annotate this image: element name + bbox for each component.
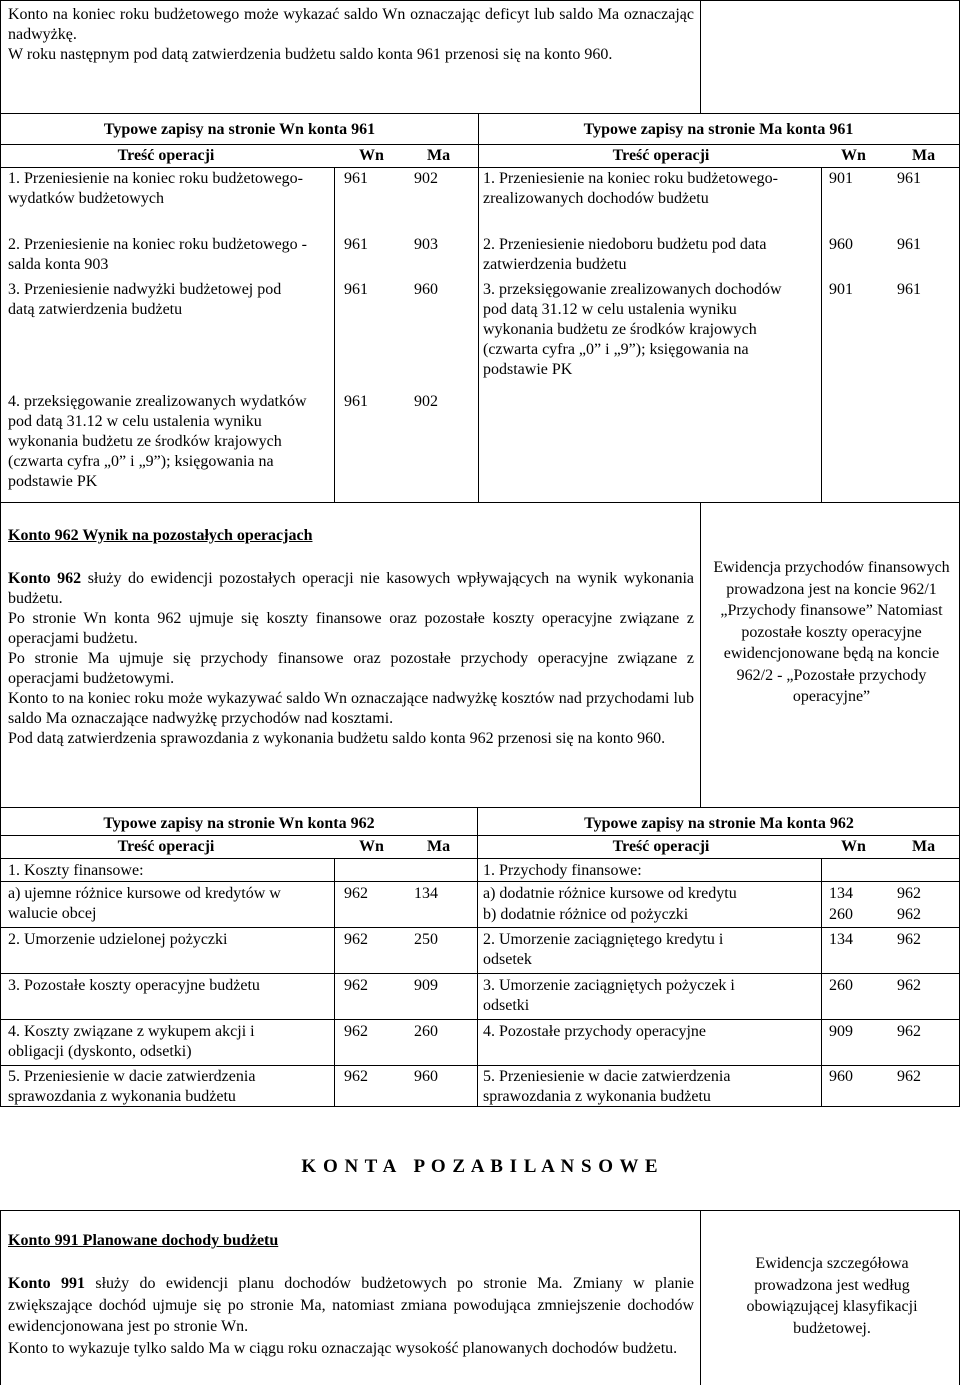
left-row-4-ma: 902 [414,393,438,410]
ma962-row-4-wn: 909 [829,1023,853,1040]
wn962-row-3: 3. Pozostałe koszty operacyjne budżetu [8,977,260,994]
wn962-row-5-wn: 962 [344,1068,368,1085]
left-row-2: 2. Przeniesienie na koniec roku budżetowego - salda konta 903 [8,236,308,273]
ma962-row-2-ma: 962 [897,931,921,948]
ma962-row-2-wn: 134 [829,931,853,948]
konto-962-p4: Konto to na koniec roku może wykazywać saldo Wn oznaczające nadwyżkę kosztów nad przychodami lub saldo Ma oznaczające nadwyżkę przychodów nad kosztami. [8,690,694,727]
table-961-ma-header: Typowe zapisy na stronie Ma konta 961 [583,121,854,138]
konto-962-p1-rest: służy do ewidencji pozostałych operacji nie kasowych wpływających na wynik wykonania budżetu. [8,570,695,607]
wn962-row-2: 2. Umorzenie udzielonej pożyczki [8,931,228,948]
ma962-row-2: 2. Umorzenie zaciągniętego kredytu i odsetek [483,931,724,968]
top-note-line-2: W roku następnym pod datą zatwierdzenia budżetu saldo konta 961 przenosi się na konto 960. [8,46,613,63]
ma962-row-5-ma: 962 [897,1068,921,1085]
wn962-row-2-ma: 250 [414,931,438,948]
wn962-row-1: 1. Koszty finansowe: [8,862,144,879]
wn962-row-5-ma: 960 [414,1068,438,1085]
left-row-3: 3. Przeniesienie nadwyżki budżetowej pod datą zatwierdzenia budżetu [8,281,282,318]
ma962-row-1b-ma: 962 [897,906,921,923]
konto-962-title: Konto 962 Wynik na pozostałych operacjach [8,527,313,544]
col-wn-right-962: Wn [841,838,866,855]
left-row-4-wn: 961 [344,393,368,410]
col-ma-left: Ma [427,147,451,164]
left-row-2-wn: 961 [344,236,368,253]
konto-991-text [8,1273,694,1359]
ma962-row-4-ma: 962 [897,1023,921,1040]
wn962-row-3-wn: 962 [344,977,368,994]
konto-991-side-note: Ewidencja szczegółowa prowadzona jest według obowiązującej klasyfikacji budżetowej. [746,1255,918,1337]
top-note-text [8,5,694,65]
wn962-row-4: 4. Koszty związane z wykupem akcji i obligacji (dyskonto, odsetki) [8,1023,255,1060]
konto-962-p2: Po stronie Wn konta 962 ujmuje się koszty finansowe oraz pozostałe koszty operacyjne związane z operacjami budżetu. [8,610,694,647]
top-note-box [0,0,960,114]
konto-962-text [8,569,694,749]
konto-962-box [0,502,960,808]
ma962-row-1a: a) dodatnie różnice kursowe od kredytu [483,885,737,902]
right-row-1-ma: 961 [897,170,921,187]
left-row-4: 4. przeksięgowanie zrealizowanych wydatków pod datą 31.12 w celu ustalenia wyniku wykonania budżetu ze środków krajowych (czwarta cyfra „0” i „9”); księgowania na podstawie PK [8,393,307,490]
col-ma-left-962: Ma [427,838,451,855]
ma962-row-3-ma: 962 [897,977,921,994]
right-row-3-wn: 901 [829,281,853,298]
col-tresc-right: Treść operacji [612,147,710,164]
wn962-row-4-wn: 962 [344,1023,368,1040]
wn962-row-2-wn: 962 [344,931,368,948]
col-ma-right-962: Ma [912,838,936,855]
left-row-1-ma: 902 [414,170,438,187]
konto-991-p1-rest: służy do ewidencji planu dochodów budżetowych po stronie Ma. Zmiany w planie zwiększające dochód ujmuje się po stronie Ma, natomiast zmiana powodująca zmniejszenie dochodów ewidencjonowana jest po stronie Wn. [8,1275,695,1335]
right-row-2-ma: 961 [897,236,921,253]
table-962-ma-header: Typowe zapisy na stronie Ma konta 962 [584,815,854,832]
konto-962-p1 [8,569,694,609]
wn962-row-3-ma: 909 [414,977,438,994]
ma962-row-1: 1. Przychody finansowe: [483,862,642,879]
ma962-row-1a-ma: 962 [897,885,921,902]
konto-991-p2: Konto to wykazuje tylko saldo Ma w ciągu roku oznaczając wysokość planowanych dochodów budżetu. [8,1339,678,1357]
ma962-row-1b: b) dodatnie różnice od pożyczki [483,906,689,923]
konto-962-side-note: Ewidencja przychodów finansowych prowadzona jest na koncie 962/1 „Przychody finansowe” Natomiast pozostałe koszty operacyjne ewidencjonowane będą na koncie 962/2 - „Pozostałe przychody operacyjne” [713,559,950,705]
wn962-row-5: 5. Przeniesienie w dacie zatwierdzenia sprawozdania z wykonania budżetu [8,1068,256,1105]
ma962-row-4: 4. Pozostałe przychody operacyjne [483,1023,707,1040]
left-row-3-wn: 961 [344,281,368,298]
ma962-row-5: 5. Przeniesienie w dacie zatwierdzenia sprawozdania z wykonania budżetu [483,1068,731,1105]
col-wn-right: Wn [841,147,866,164]
right-row-3-ma: 961 [897,281,921,298]
table-961-wn-header: Typowe zapisy na stronie Wn konta 961 [103,121,376,138]
wn962-row-1a: a) ujemne różnice kursowe od kredytów w walucie obcej [8,885,281,922]
konto-991-box [0,1210,960,1385]
col-tresc-left-962: Treść operacji [117,838,215,855]
konto-962-p3: Po stronie Ma ujmuje się przychody finansowe oraz pozostałe przychody operacyjne związane z operacjami budżetowymi. [8,650,694,687]
konto-991-title: Konto 991 Planowane dochody budżetu [8,1232,279,1249]
left-row-1: 1. Przeniesienie na koniec roku budżetowego-wydatków budżetowych [8,170,304,207]
konta-pozabilansowe-heading: K O N T A P O Z A B I L A N S O W E [301,1156,659,1177]
table-961 [0,113,960,503]
right-row-2-wn: 960 [829,236,853,253]
right-row-2: 2. Przeniesienie niedoboru budżetu pod data zatwierdzenia budżetu [483,236,767,273]
ma962-row-5-wn: 960 [829,1068,853,1085]
konto-962-p5: Pod datą zatwierdzenia sprawozdania z wykonania budżetu saldo konta 962 przenosi się na konto 960. [8,730,666,747]
col-tresc-left: Treść operacji [117,147,215,164]
ma962-row-3-wn: 260 [829,977,853,994]
right-row-3: 3. przeksięgowanie zrealizowanych dochodów pod datą 31.12 w celu ustalenia wyniku wykonania budżetu ze środków krajowych (czwarta cyfra „0” i „9”); księgowania na podstawie PK [483,281,782,378]
konto-962-p1-bold: Konto 962 [8,570,82,587]
ma962-row-1b-wn: 260 [829,906,853,923]
col-wn-left-962: Wn [359,838,384,855]
wn962-row-1a-wn: 962 [344,885,368,902]
col-ma-right: Ma [912,147,936,164]
right-row-1-wn: 901 [829,170,853,187]
wn962-row-1a-ma: 134 [414,885,438,902]
table-962-wn-header: Typowe zapisy na stronie Wn konta 962 [103,815,375,832]
top-note-line-1: Konto na koniec roku budżetowego może wykazać saldo Wn oznaczając deficyt lub saldo Ma oznaczając nadwyżkę. [8,6,694,43]
konto-991-p1-bold: Konto 991 [8,1275,86,1292]
ma962-row-3: 3. Umorzenie zaciągniętych pożyczek i odsetki [483,977,735,1014]
left-row-2-ma: 903 [414,236,438,253]
konto-991-p1 [8,1273,694,1338]
left-row-1-wn: 961 [344,170,368,187]
left-row-3-ma: 960 [414,281,438,298]
ma962-row-1a-wn: 134 [829,885,853,902]
right-row-1: 1. Przeniesienie na koniec roku budżetowego-zrealizowanych dochodów budżetu [483,170,779,207]
col-wn-left: Wn [359,147,384,164]
wn962-row-4-ma: 260 [414,1023,438,1040]
col-tresc-right-962: Treść operacji [612,838,710,855]
table-962 [0,807,960,1107]
